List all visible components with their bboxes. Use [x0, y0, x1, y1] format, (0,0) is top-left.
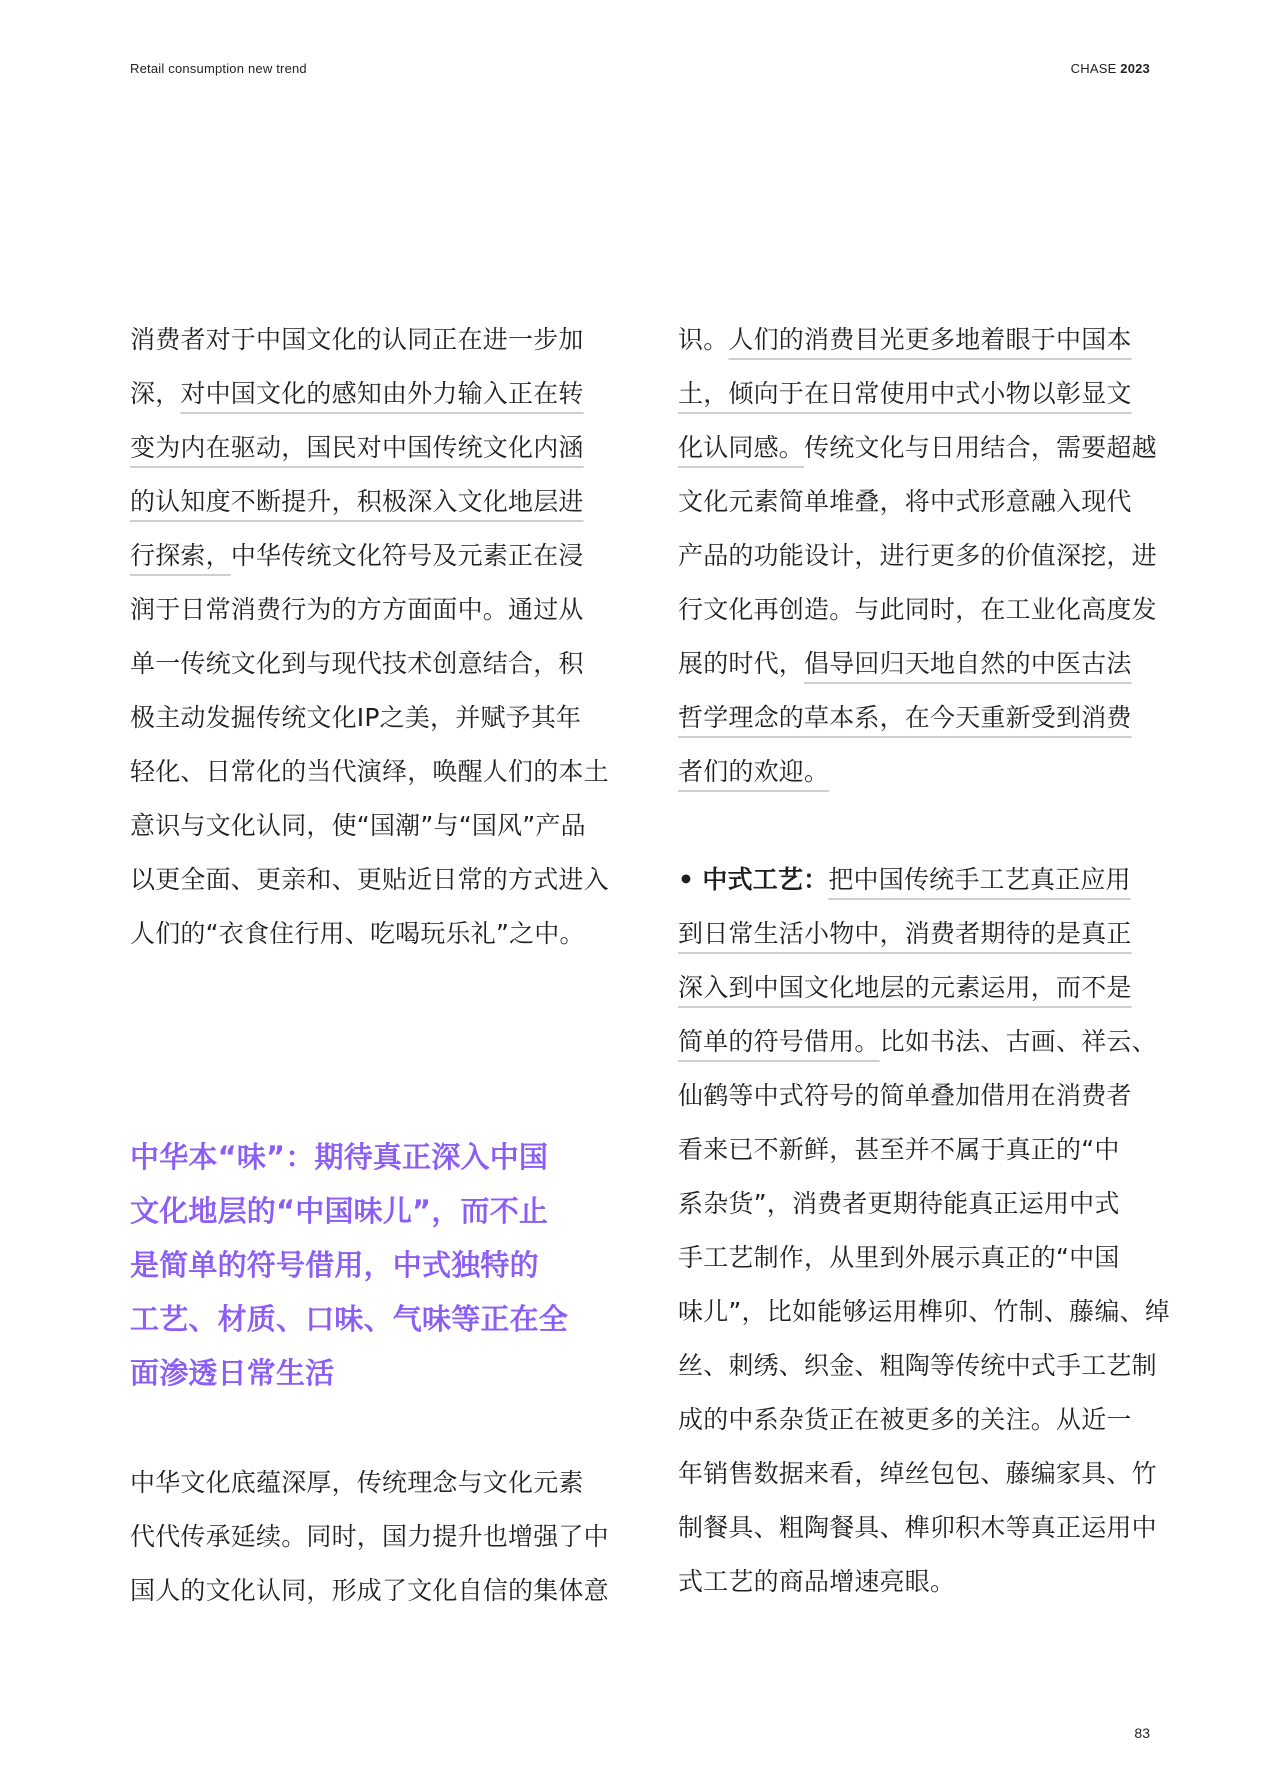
- text-line: 行文化再创造。与此同时，在工业化高度发: [678, 595, 1157, 624]
- text-line: 代代传承延续。同时，国力提升也增强了中: [130, 1522, 609, 1551]
- text-line: [678, 1015, 1164, 1069]
- text-fragment: 传统文化与日用结合，需要超越: [804, 433, 1157, 462]
- text-line: 国人的文化认同，形成了文化自信的集体意: [130, 1576, 609, 1605]
- underlined-text: 简单的符号借用。: [678, 1027, 880, 1056]
- underlined-line: 深入到中国文化地层的元素运用，而不是: [678, 973, 1132, 1002]
- text-line: 制餐具、粗陶餐具、榫卯积木等真正运用中: [678, 1513, 1157, 1542]
- text-line: [130, 529, 616, 583]
- text-line: 消费者对于中国文化的认同正在进一步加: [130, 325, 584, 354]
- bullet-icon: •: [678, 865, 695, 894]
- heading-line: 是简单的符号借用，中式独特的: [130, 1248, 539, 1282]
- text-fragment: 展的时代，: [678, 649, 805, 678]
- right-paragraph-1: [678, 313, 1164, 799]
- text-line: 手工艺制作，从里到外展示真正的“中国: [678, 1243, 1120, 1272]
- text-line: 年销售数据来看，绰丝包包、藤编家具、竹: [678, 1459, 1157, 1488]
- header-year: 2023: [1120, 61, 1150, 76]
- text-line: [130, 367, 616, 421]
- underlined-text: 者们的欢迎。: [678, 757, 830, 786]
- text-line: 中华文化底蕴深厚，传统理念与文化元素: [130, 1468, 584, 1497]
- text-fragment: 比如书法、古画、祥云、: [879, 1027, 1157, 1056]
- bullet-title: 中式工艺：: [702, 865, 829, 894]
- left-paragraph-1: [130, 313, 616, 961]
- text-line: 意识与文化认同，使“国潮”与“国风”产品: [130, 811, 586, 840]
- text-line: 看来已不新鲜，甚至并不属于真正的“中: [678, 1135, 1120, 1164]
- text-line: 式工艺的商品增速亮眼。: [678, 1567, 956, 1596]
- text-line: 极主动发掘传统文化IP之美，并赋予其年: [130, 703, 582, 732]
- text-fragment: 中华传统文化符号及元素正在浸: [230, 541, 584, 570]
- header-brand: [1071, 61, 1150, 76]
- text-line: 轻化、日常化的当代演绎，唤醒人们的本土: [130, 757, 609, 786]
- section-heading: [130, 1130, 630, 1400]
- heading-line: 工艺、材质、口味、气味等正在全: [130, 1302, 569, 1336]
- underlined-text: 把中国传统手工艺真正应用: [828, 865, 1131, 894]
- underlined-line: 土，倾向于在日常使用中式小物以彰显文: [678, 379, 1132, 408]
- header-title: Retail consumption new trend: [130, 61, 307, 76]
- text-line: [678, 853, 1164, 907]
- text-line: [678, 421, 1164, 475]
- page-number: 83: [1134, 1725, 1150, 1741]
- text-line: 文化元素简单堆叠，将中式形意融入现代: [678, 487, 1132, 516]
- text-line: [678, 637, 1164, 691]
- text-line: 人们的“衣食住行用、吃喝玩乐礼”之中。: [130, 919, 585, 948]
- text-line: 系杂货”，消费者更期待能真正运用中式: [678, 1189, 1120, 1218]
- underlined-text: 行探索，: [130, 541, 231, 570]
- text-line: 以更全面、更亲和、更贴近日常的方式进入: [130, 865, 609, 894]
- text-fragment: 深，: [130, 379, 181, 408]
- left-paragraph-2: [130, 1456, 616, 1618]
- heading-line: 中华本“味”：期待真正深入中国: [130, 1140, 549, 1174]
- underlined-text: 对中国文化的感知由外力输入正在转: [180, 379, 584, 408]
- text-line: 丝、刺绣、织金、粗陶等传统中式手工艺制: [678, 1351, 1157, 1380]
- text-line: 成的中系杂货正在被更多的关注。从近一: [678, 1405, 1132, 1434]
- text-line: 味儿”，比如能够运用榫卯、竹制、藤编、绰: [678, 1297, 1170, 1326]
- right-paragraph-2: [678, 853, 1170, 1609]
- heading-line: 面渗透日常生活: [130, 1356, 335, 1390]
- underlined-text: 倡导回归天地自然的中医古法: [804, 649, 1132, 678]
- text-line: 仙鹤等中式符号的简单叠加借用在消费者: [678, 1081, 1132, 1110]
- underlined-line: 的认知度不断提升，积极深入文化地层进: [130, 487, 584, 516]
- text-line: 单一传统文化到与现代技术创意结合，积: [130, 649, 584, 678]
- underlined-line: 变为内在驱动，国民对中国传统文化内涵: [130, 433, 584, 462]
- text-fragment: 识。: [678, 325, 729, 354]
- text-line: 产品的功能设计，进行更多的价值深挖，进: [678, 541, 1157, 570]
- text-line: [678, 313, 1164, 367]
- underlined-text: 化认同感。: [678, 433, 805, 462]
- underlined-text: 人们的消费目光更多地着眼于中国本: [728, 325, 1132, 354]
- underlined-line: 到日常生活小物中，消费者期待的是真正: [678, 919, 1132, 948]
- header-brand-name: CHASE: [1070, 61, 1117, 76]
- heading-line: 文化地层的“中国味儿”，而不止: [130, 1194, 549, 1228]
- underlined-line: 哲学理念的草本系，在今天重新受到消费: [678, 703, 1132, 732]
- text-line: [678, 745, 1164, 799]
- text-line: 润于日常消费行为的方方面面中。通过从: [130, 595, 584, 624]
